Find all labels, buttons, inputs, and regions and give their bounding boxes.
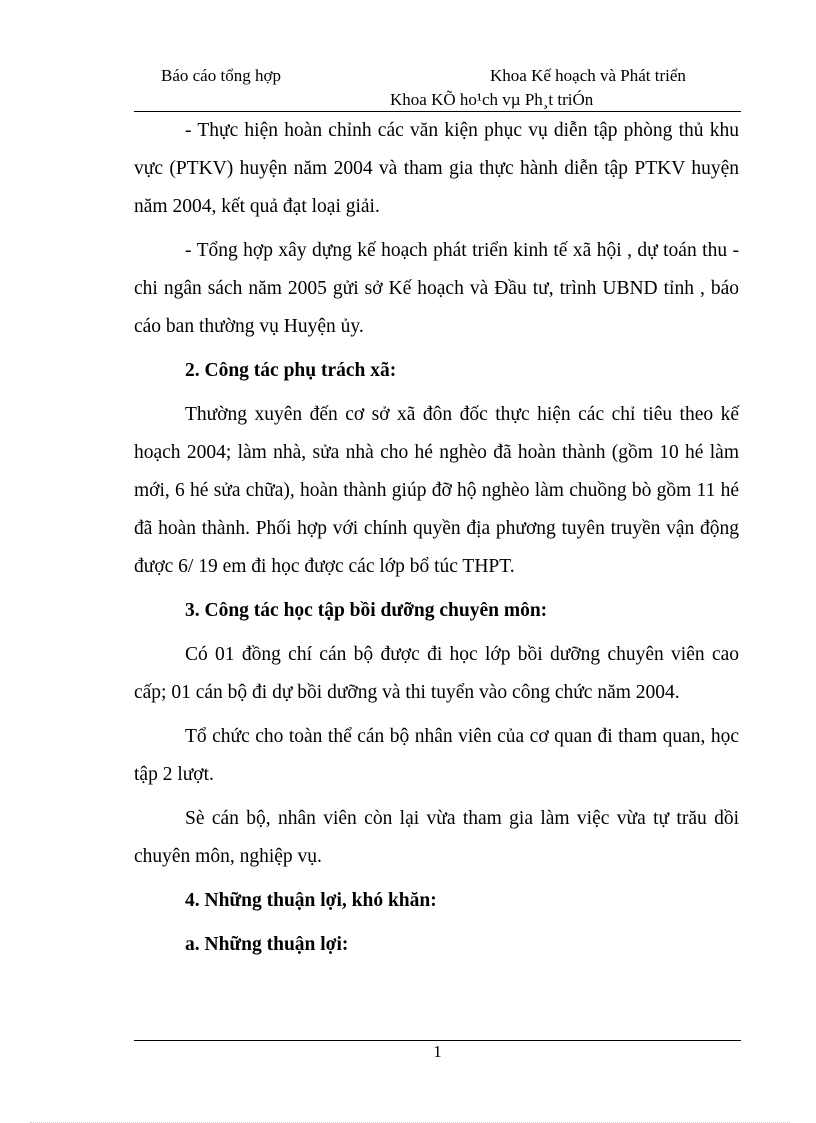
- paragraph-ptkv-exercise: - Thực hiện hoàn chỉnh các văn kiện phục vụ diễn tập phòng thủ khu vực (PTKV) huyện năm 2004 và tham gia thực hành diễn tập PTKV huyện năm 2004, kết quả đạt loại giải.: [134, 120, 739, 217]
- footer-divider: [134, 1040, 741, 1041]
- paragraph-economic-plan: - Tổng hợp xây dựng kế hoạch phát triển kinh tế xã hội , dự toán thu - chi ngân sách năm 2005 gửi sở Kế hoạch và Đầu tư, trình UBND tỉnh , báo cáo ban thường vụ Huyện ủy.: [134, 240, 739, 337]
- subsection-heading-advantages: a. Những thuận lợi:: [185, 934, 349, 955]
- section-heading-commune-duties: 2. Công tác phụ trách xã:: [185, 360, 397, 381]
- header-report-title: Báo cáo tổng hợp: [161, 66, 281, 85]
- document-body: [134, 112, 739, 964]
- header-faculty-name: Khoa Kế hoạch và Phát triển: [490, 66, 686, 85]
- paragraph-self-study: Sè cán bộ, nhân viên còn lại vừa tham gia làm việc vừa tự trău dồi chuyên môn, nghiệp vụ.: [134, 808, 739, 867]
- header-faculty-name-legacy-encoding: Khoa KÕ ho¹ch vµ Ph¸t triÓn: [390, 90, 594, 109]
- paragraph-commune-duties: Thường xuyên đến cơ sở xã đôn đốc thực hiện các chỉ tiêu theo kế hoạch 2004; làm nhà, sửa nhà cho hé nghèo đã hoàn thành (gồm 10 hé làm mới, 6 hé sửa chữa), hoàn thành giúp đỡ hộ nghèo làm chuồng bò gồm 11 hé đã hoàn thành. Phối hợp với chính quyền địa phương tuyên truyền vận động được 6/ 19 em đi học được các lớp bổ túc THPT.: [134, 404, 739, 577]
- paragraph-training-courses: Có 01 đồng chí cán bộ được đi học lớp bồi dưỡng chuyên viên cao cấp; 01 cán bộ đi dự bồi dưỡng và thi tuyển vào công chức năm 2004.: [134, 644, 739, 703]
- section-heading-training: 3. Công tác học tập bồi dưỡng chuyên môn:: [185, 600, 548, 621]
- section-heading-advantages-difficulties: 4. Những thuận lợi, khó khăn:: [185, 890, 437, 911]
- paragraph-study-tours: Tổ chức cho toàn thể cán bộ nhân viên của cơ quan đi tham quan, học tập 2 lượt.: [134, 726, 739, 785]
- page-number: 1: [433, 1042, 442, 1061]
